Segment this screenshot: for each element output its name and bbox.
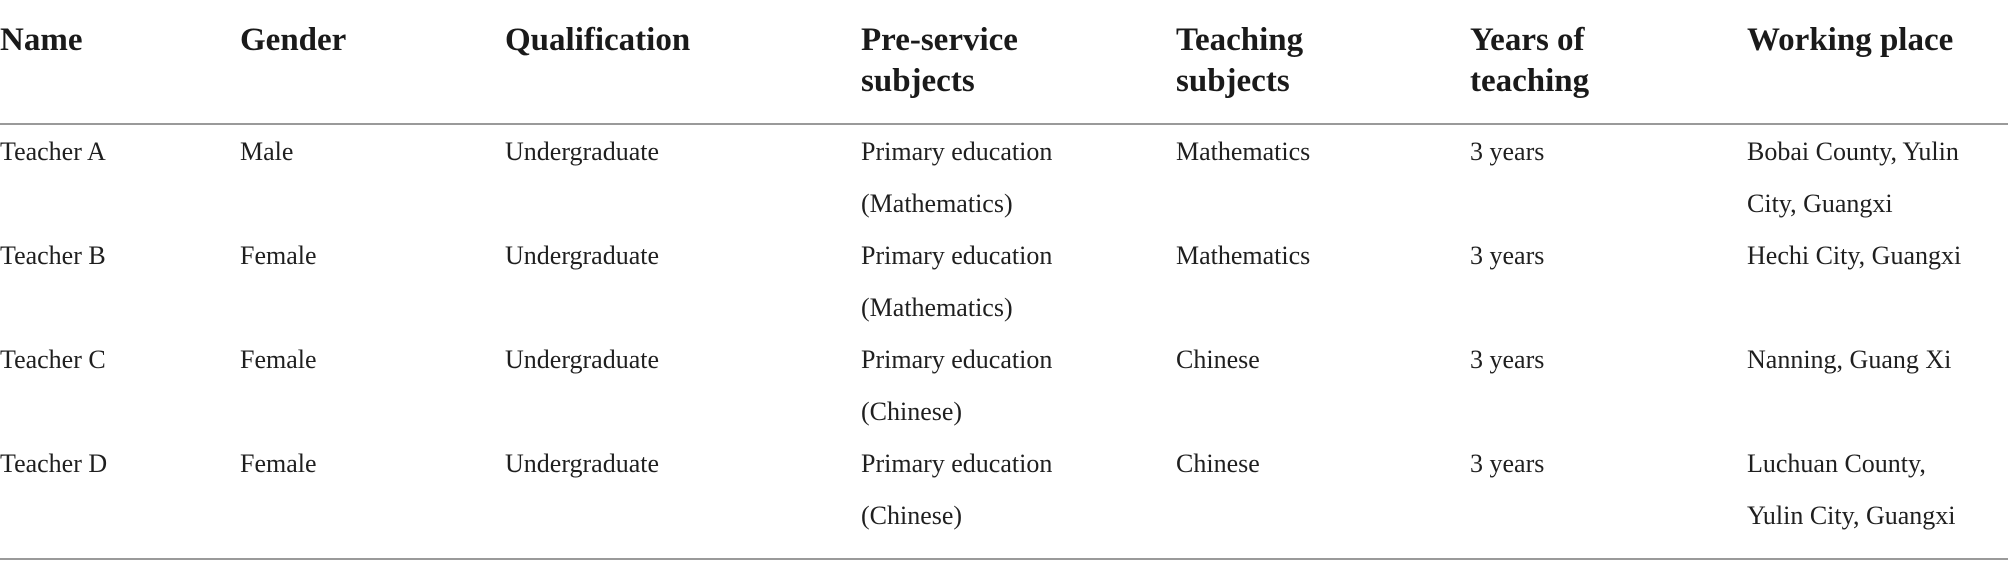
cell-name: Teacher A — [0, 137, 106, 166]
cell-preservice: Primary education (Chinese) — [861, 449, 1053, 530]
cell-name: Teacher C — [0, 345, 106, 374]
cell-qualification: Undergraduate — [505, 345, 660, 374]
header-divider — [0, 123, 2008, 125]
header-teaching-subjects: Teaching subjects — [1176, 22, 1304, 99]
cell-gender: Male — [240, 137, 294, 166]
cell-years: 3 years — [1470, 345, 1545, 374]
cell-years: 3 years — [1470, 449, 1545, 478]
cell-teaching: Mathematics — [1176, 241, 1311, 270]
cell-years: 3 years — [1470, 137, 1545, 166]
cell-name: Teacher B — [0, 241, 106, 270]
cell-preservice: Primary education (Mathematics) — [861, 137, 1053, 218]
cell-teaching: Chinese — [1176, 449, 1260, 478]
cell-gender: Female — [240, 345, 317, 374]
cell-teaching: Mathematics — [1176, 137, 1311, 166]
cell-gender: Female — [240, 449, 317, 478]
cell-preservice: Primary education (Chinese) — [861, 345, 1053, 426]
header-name: Name — [0, 22, 83, 58]
cell-gender: Female — [240, 241, 317, 270]
header-working-place: Working place — [1747, 22, 1954, 58]
header-years-of-teaching: Years of teaching — [1470, 22, 1590, 99]
cell-place: Hechi City, Guangxi — [1747, 241, 1962, 270]
cell-place: Nanning, Guang Xi — [1747, 345, 1952, 374]
cell-qualification: Undergraduate — [505, 241, 660, 270]
cell-qualification: Undergraduate — [505, 449, 660, 478]
table-bottom-rule — [0, 558, 2008, 560]
header-preservice-subjects: Pre-service subjects — [861, 22, 1018, 99]
cell-place: Luchuan County, Yulin City, Guangxi — [1747, 449, 1956, 530]
cell-years: 3 years — [1470, 241, 1545, 270]
header-qualification: Qualification — [505, 22, 691, 58]
cell-name: Teacher D — [0, 449, 108, 478]
cell-teaching: Chinese — [1176, 345, 1260, 374]
cell-preservice: Primary education (Mathematics) — [861, 241, 1053, 322]
header-gender: Gender — [240, 22, 347, 58]
cell-place: Bobai County, Yulin City, Guangxi — [1747, 137, 1959, 218]
cell-qualification: Undergraduate — [505, 137, 660, 166]
